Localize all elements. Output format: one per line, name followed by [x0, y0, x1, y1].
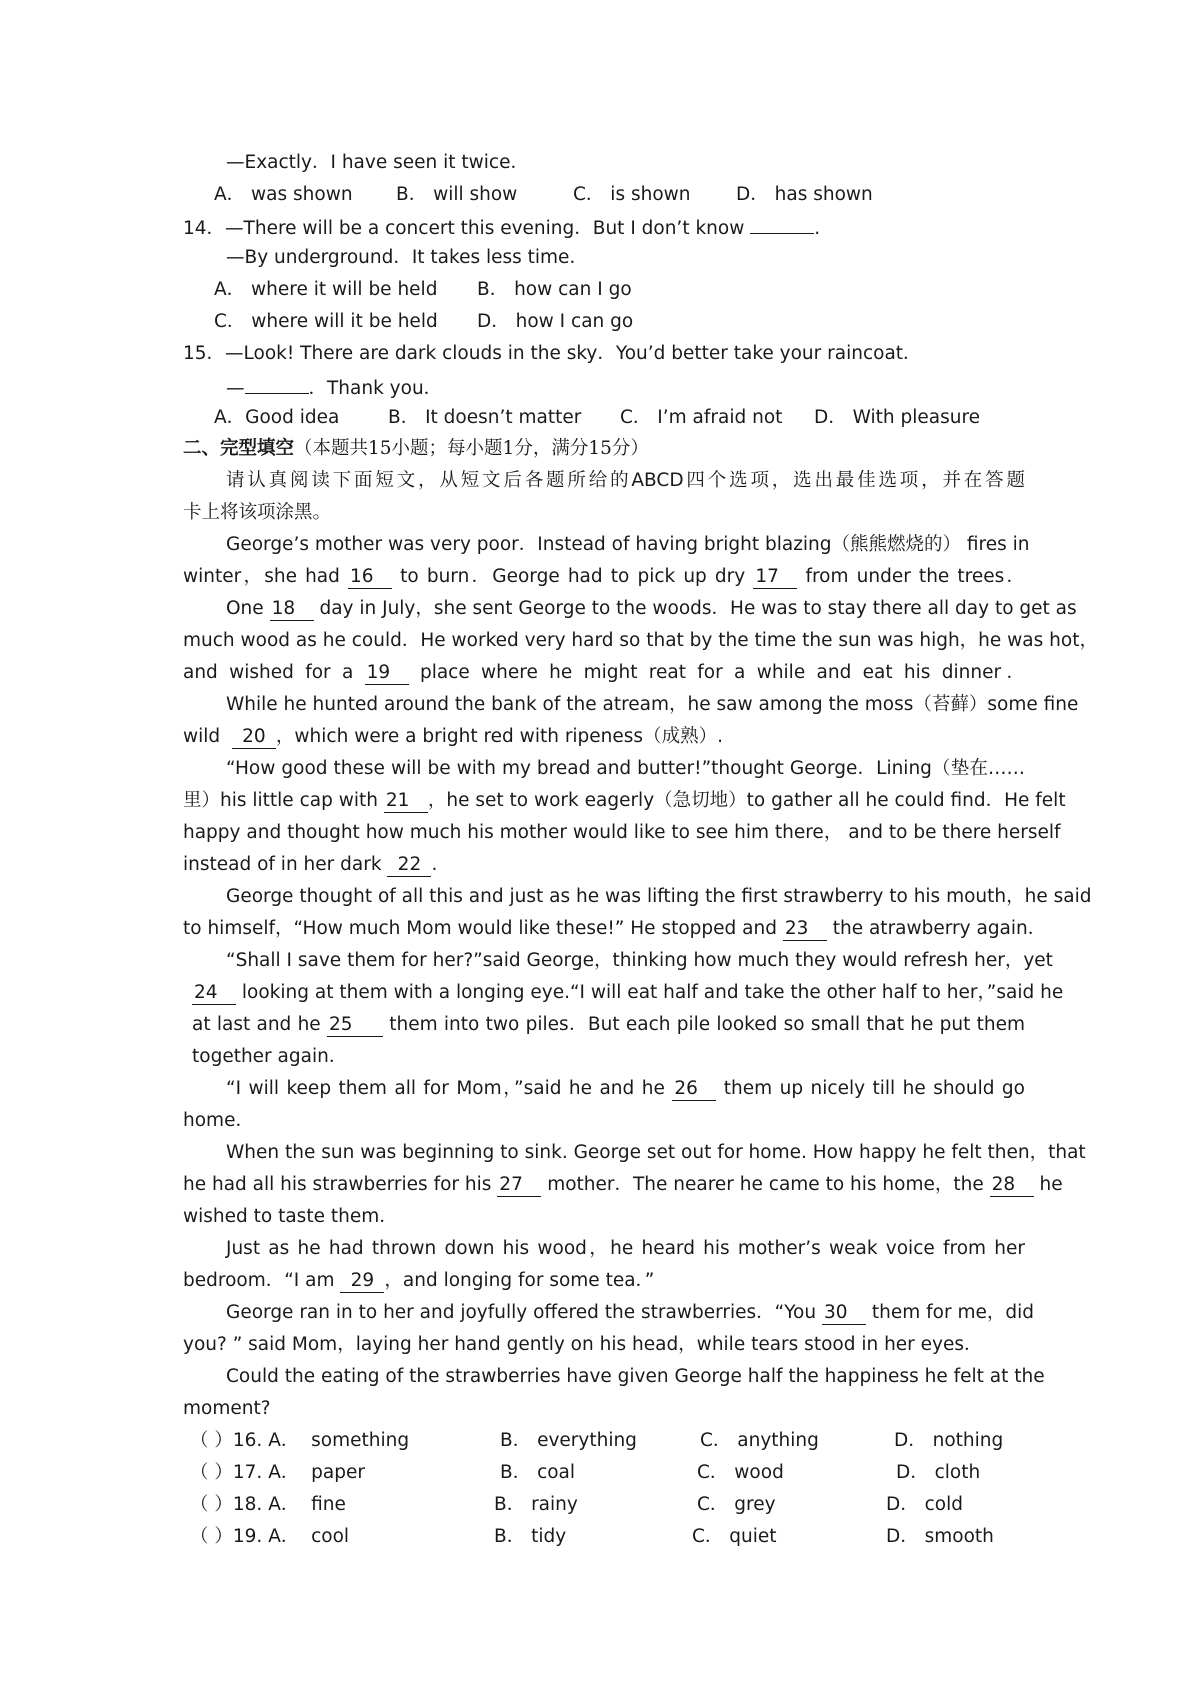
choice-19-c: C． quiet: [692, 1526, 777, 1547]
passage-line: winter，she had 16 to burn．George had to pick up dry 17 from under the trees．: [183, 566, 1026, 587]
passage-line: to himself，“How much Mom would like these!” He stopped and 23 the atrawberry again．: [183, 918, 1047, 939]
choice-16-c: C． anything: [700, 1430, 819, 1451]
q14-option-b: B． how can I go: [477, 279, 632, 300]
passage-line: wild 20 ，which were a bright red with ripeness（成熟）.: [183, 726, 723, 747]
passage-line: While he hunted around the bank of the atream，he saw among the moss（苔藓）some fine: [226, 694, 1079, 715]
choice-row-16: （ ）16. A． something: [190, 1430, 410, 1451]
passage-line: George’s mother was very poor．Instead of having bright blazing（熊熊燃烧的） fires in: [226, 534, 1030, 555]
q15-question: [183, 341, 922, 367]
section-instruction: 请认真阅读下面短文，从短文后各题所给的ABCD四个选项，选出最佳选项，并在答题: [226, 470, 1025, 491]
choice-row-17: （ ）17. A． paper: [190, 1462, 365, 1483]
passage-line: much wood as he could．He worked very hard so that by the time the sun was high，he was hot，: [183, 630, 1098, 651]
blank-22: 22: [387, 854, 431, 877]
passage-line: 24 looking at them with a longing eye.“I will eat half and take the other half to her，”said he: [194, 982, 1064, 1003]
section-note: （本题共15小题；每小题1分，满分15分）: [294, 438, 649, 459]
q15-number: 15．: [183, 343, 226, 364]
q15-answer-suffix: ．Thank you．: [308, 378, 443, 399]
passage-line: at last and he 25 them into two piles．But each pile looked so small that he put them: [192, 1014, 1025, 1035]
passage-line: instead of in her dark 22 .: [183, 854, 438, 875]
blank-19: 19: [365, 662, 409, 685]
passage-line: “I will keep them all for Mom，”said he and he 26 them up nicely till he should go: [226, 1078, 1025, 1099]
choice-19-b: B． tidy: [494, 1526, 567, 1547]
passage-line: “How good these will be with my bread and butter!”thought George．Lining（垫在……: [226, 758, 1025, 779]
q15-text: —Look! There are dark clouds in the sky．You’d better take your raincoat．: [225, 343, 922, 364]
blank-26: 26: [672, 1078, 716, 1101]
q13-option-d: D． has shown: [736, 184, 873, 205]
passage-line: wished to taste them．: [183, 1206, 398, 1227]
passage-line: you? ” said Mom，laying her hand gently on his head，while tears stood in her eyes．: [183, 1334, 983, 1355]
blank-30: 30: [822, 1302, 866, 1325]
q14-question: 14．—There will be a concert this evening．But I don’t know .: [183, 213, 820, 239]
q14-blank: [750, 213, 814, 234]
passage-line: bedroom．“I am 29 ，and longing for some tea．”: [183, 1270, 655, 1291]
choice-row-19: （ ）19. A． cool: [190, 1526, 350, 1547]
blank-17: 17: [753, 566, 797, 589]
choice-row-18: （ ）18. A． fine: [190, 1494, 346, 1515]
passage-line: Could the eating of the strawberries have given George half the happiness he felt at the: [226, 1366, 1045, 1387]
passage-line: 里）his little cap with 21 ，he set to work eagerly（急切地）to gather all he could find．He felt: [183, 790, 1066, 811]
passage-line: “Shall I save them for her?”said George，thinking how much they would refresh her，yet: [226, 950, 1053, 971]
q13-option-c: C． is shown: [573, 184, 691, 205]
passage-line: he had all his strawberries for his 27 mother．The nearer he came to his home，the 28 he: [183, 1174, 1063, 1195]
answer-paren: （ ）: [190, 1494, 233, 1515]
choice-17-b: B． coal: [500, 1462, 576, 1483]
q15-option-c: C． I’m afraid not: [620, 407, 783, 428]
choice-18-c: C． grey: [697, 1494, 776, 1515]
passage-line: George ran in to her and joyfully offered the strawberries．“You 30 them for me，did: [226, 1302, 1035, 1323]
q15-option-b: B． It doesn’t matter: [388, 407, 582, 428]
section-title: 二、完型填空: [183, 438, 295, 459]
passage-line: together again．: [192, 1046, 348, 1067]
q14-option-d: D． how I can go: [477, 311, 634, 332]
blank-24: 24: [192, 982, 236, 1005]
q15-blank: [245, 373, 309, 394]
q13-option-a: A． was shown: [214, 184, 353, 205]
q14-answer: —By underground．It takes less time．: [226, 247, 588, 268]
choice-18-b: B． rainy: [494, 1494, 578, 1515]
passage-line: home．: [183, 1110, 254, 1131]
passage-line: and wished for a 19 place where he might reat for a while and eat his dinner．: [183, 662, 1026, 683]
choice-17-c: C． wood: [697, 1462, 784, 1483]
answer-paren: （ ）: [190, 1526, 233, 1547]
q14-option-a: A． where it will be held: [214, 279, 438, 300]
passage-line: When the sun was beginning to sink. George set out for home. How happy he felt then，that: [226, 1142, 1086, 1163]
q15-answer-prefix: —: [226, 378, 245, 399]
answer-paren: （ ）: [190, 1462, 233, 1483]
choice-19-d: D． smooth: [886, 1526, 994, 1547]
choice-16-d: D． nothing: [894, 1430, 1004, 1451]
passage-line: happy and thought how much his mother would like to see him there， and to be there herself: [183, 822, 1061, 843]
q14-number: 14．: [183, 218, 226, 239]
q13-answer: —Exactly．I have seen it twice．: [226, 152, 529, 173]
choice-16-b: B． everything: [500, 1430, 637, 1451]
passage-line: George thought of all this and just as he was lifting the first strawberry to his mouth，he said: [226, 886, 1092, 907]
q15-option-a: A．Good idea: [214, 407, 340, 428]
blank-21: 21: [384, 790, 428, 813]
section-instruction-cont: 卡上将该项涂黑。: [183, 502, 332, 523]
choice-18-d: D． cold: [886, 1494, 963, 1515]
q14-text: —There will be a concert this evening．But I don’t know: [225, 218, 745, 239]
blank-29: 29: [340, 1270, 384, 1293]
passage-line: Just as he had thrown down his wood，he heard his mother’s weak voice from her: [226, 1238, 1025, 1259]
blank-28: 28: [990, 1174, 1034, 1197]
q15-answer: [226, 373, 442, 399]
q14-option-c: C． where will it be held: [214, 311, 438, 332]
q13-option-b: B． will show: [396, 184, 518, 205]
section-heading: [183, 436, 649, 462]
blank-16: 16: [348, 566, 392, 589]
passage-line: One 18 day in July，she sent George to the woods．He was to stay there all day to get as: [226, 598, 1077, 619]
q15-option-d: D． With pleasure: [814, 407, 981, 428]
blank-20: 20: [232, 726, 276, 749]
choice-17-d: D． cloth: [896, 1462, 981, 1483]
answer-paren: （ ）: [190, 1430, 233, 1451]
blank-23: 23: [783, 918, 827, 941]
blank-18: 18: [270, 598, 314, 621]
passage-line: moment?: [183, 1398, 271, 1419]
blank-25: 25: [327, 1014, 383, 1037]
blank-27: 27: [497, 1174, 541, 1197]
